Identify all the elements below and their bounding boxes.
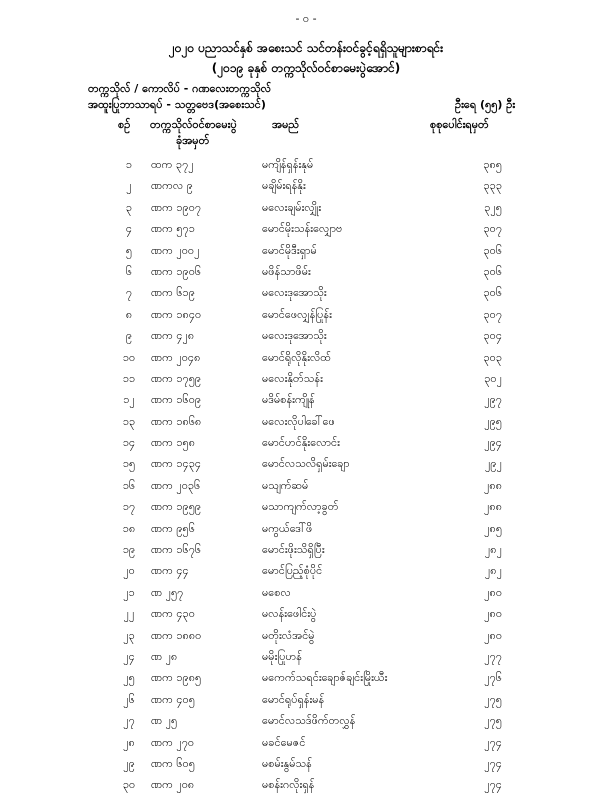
roll-number: ဏ ၂၈ (151, 649, 178, 663)
roll-number: ဏက ၂၀၀၂ (151, 243, 200, 257)
row-number: ၆ (125, 264, 133, 278)
roll-number: ဏက ၁၇၅၉ (151, 371, 202, 385)
student-name: မလေးဒုအောသိုး (262, 286, 327, 300)
subject-label: အထူးပြုဘာသာရပ် - သတ္တဗေဒ(အစေးသင်) (88, 98, 266, 111)
table-row (0, 393, 612, 414)
student-name: မောင်ရိုလိုနိုးလိထ် (262, 350, 331, 364)
student-name: မလေးချမ်းလျှိုး (262, 200, 322, 214)
total-count: ဦးရေ (၅၅) ဦး (455, 98, 516, 111)
university-label: တက္ကသိုလ် / ကောလိပ် - ဂဏလေးတက္ကသိုလ် (88, 82, 272, 95)
roll-number: ဏက ၁၆၇၆ (151, 543, 202, 557)
row-number: ၂၅ (123, 671, 135, 685)
row-number: ၅ (125, 243, 133, 257)
roll-number: ဏက ၁၉၅၉ (151, 500, 202, 514)
student-name: မလန်းဖေါင်းပွဲ (262, 607, 317, 621)
total-marks: ၃၀၃ (483, 350, 502, 364)
header-no: စဉ် (118, 118, 131, 131)
table-row (0, 351, 612, 372)
total-marks: ၂၇၄ (484, 735, 502, 749)
student-name: မောင်ရုပ်ရှန်းမန် (262, 692, 325, 706)
student-name: မကျိန်ရှန်းနုမ် (262, 158, 314, 171)
row-number: ၂၀ (123, 564, 135, 578)
row-number: ၁၂ (123, 393, 135, 407)
total-marks: ၂၉၅ (484, 414, 502, 428)
total-marks: ၂၇၅ (484, 714, 502, 728)
student-name: မသာကျက်လာ့ခွတ် (262, 500, 339, 514)
student-name: မောင်ပြည့်စုံပိုင် (262, 564, 323, 578)
student-name: မောင်လသလိရှမ်းချော (262, 457, 350, 471)
table-row (0, 201, 612, 222)
student-name: မလေးဒုအောသိုး (262, 329, 327, 343)
student-name: မောင်လသဒ်ဖိက်တလွှန် (262, 714, 356, 728)
table-row (0, 736, 612, 757)
total-marks: ၂၈၂ (484, 543, 502, 557)
student-name: မမိုးပြုဟန် (262, 649, 302, 663)
student-name: မစမ်းနွမ်သန် (262, 756, 312, 770)
roll-number: ဏက ၉၅၆ (151, 521, 195, 535)
row-number: ၂၈ (123, 735, 135, 749)
row-number: ၈ (125, 307, 133, 321)
roll-number: ဏက ၁၉၈၅ (151, 671, 202, 685)
row-number: ၁၄ (122, 436, 136, 450)
student-name: မောင်ဟင်နိုးလောင်း (262, 436, 340, 450)
student-name: မကေက်သရင်းချောဇ်ချင်းမြိုးယီး (262, 671, 388, 685)
table-row (0, 757, 612, 778)
student-name: မလေးနိုတ်သန်း (262, 371, 323, 385)
total-marks: ၂၉၂ (485, 457, 502, 471)
row-number: ၂၄ (123, 649, 135, 663)
roll-number: ဏက ၅၇၁ (151, 222, 195, 236)
total-marks: ၂၇၆ (484, 671, 502, 685)
student-name: မဖိန်သာဖိမ်း (262, 264, 311, 278)
student-name: မောင်မိုဒီးရှာမ် (262, 243, 317, 257)
header-name: အမည် (272, 118, 300, 131)
table-row (0, 329, 612, 350)
results-table (0, 158, 612, 800)
roll-number: ဏက ၁၉၀၆ (151, 264, 202, 278)
student-name: မဒိမ်စန်းကျိုန် (262, 393, 315, 407)
student-name: မောင်းဖိုးသိရှိပြီး (262, 543, 325, 557)
row-number: ၂၃ (123, 628, 135, 642)
roll-number: ဏက ၄၃၀ (151, 607, 195, 621)
document-title: ၂၀၂၀ ပညာသင်နှစ် အစေးသင် သင်တန်းဝင်ခွင့်ရရှိသူများစာရင်း (168, 41, 444, 55)
roll-number: ဏ ၂၅ (151, 714, 178, 728)
student-name: မတိုးလံအင်မွဲ (262, 628, 315, 642)
row-number: ၄ (125, 222, 133, 236)
row-number: ၂၉ (123, 756, 135, 770)
student-name: မချိမ်းရန်နိုး (262, 179, 306, 193)
roll-number: ဏက ၁၈၆၈ (151, 414, 202, 428)
roll-number: ဏကလ ၉ (151, 179, 193, 193)
row-number: ၂၂ (123, 607, 135, 621)
student-name: မောင်ဖေလျှန်ပြုန်း (262, 307, 332, 321)
row-number: ၁၆ (122, 478, 136, 492)
total-marks: ၂၈၂ (484, 564, 502, 578)
table-row (0, 564, 612, 585)
roll-number: ဏက ၁၈၄၀ (151, 307, 202, 321)
table-row (0, 415, 612, 436)
table-row (0, 308, 612, 329)
roll-number: ဏက ၁၅၈ (151, 436, 196, 450)
student-name: မသျက်ဆမ် (262, 478, 309, 492)
row-number: ၁၉ (122, 543, 136, 557)
total-marks: ၃၈၅ (483, 158, 502, 171)
roll-number: ဏက ၂၀၃၆ (151, 478, 201, 492)
roll-number: ဏက ၁၈၈၀ (151, 628, 202, 642)
table-row (0, 629, 612, 650)
total-marks: ၂၉၄ (484, 436, 502, 450)
student-name: မကွယ်ဒေါ်ဖိ (262, 521, 313, 535)
table-row (0, 457, 612, 478)
total-marks: ၃၀၇ (483, 307, 502, 321)
row-number: ၂၇ (123, 714, 135, 728)
total-marks: ၃၀၆ (483, 264, 502, 278)
roll-number: ထက ၃၇၂ (151, 158, 194, 171)
document-subtitle: (၂၀၁၉ ခုနှစ် တက္ကသိုလ်ဝင်စာမေးပွဲအောင်) (211, 61, 401, 75)
row-number: ၂၆ (123, 692, 135, 706)
row-number: ၁၃ (122, 414, 136, 428)
row-number: ၉ (125, 329, 133, 343)
total-marks: ၂၇၄ (484, 756, 502, 770)
table-row (0, 543, 612, 564)
roll-number: ဏက ၄၀၅ (151, 692, 195, 706)
total-marks: ၂၈၈ (484, 500, 502, 514)
table-row (0, 436, 612, 457)
table-row (0, 372, 612, 393)
total-marks: ၂၈၀ (484, 628, 502, 642)
row-number: ၂၁ (123, 585, 135, 599)
table-row (0, 222, 612, 243)
total-marks: ၃၀၄ (483, 329, 502, 343)
table-row (0, 671, 612, 692)
header-marks: စုစုပေါင်းရမှတ် (430, 118, 489, 131)
total-marks: ၃၃၃ (483, 179, 502, 193)
roll-number: ဏက ၂၇၀ (151, 735, 195, 749)
roll-number: ဏက ၄၄ (151, 564, 189, 578)
table-row (0, 778, 612, 799)
roll-number: ဏက ၂၀၈ (151, 778, 195, 792)
header-roll-sub: ခုံအမှတ် (176, 134, 210, 147)
row-number: ၂ (126, 179, 132, 193)
roll-number: ဏက ၆၀၅ (151, 756, 195, 770)
header-roll: တက္ကသိုလ်ဝင်စာမေးပွဲ (150, 118, 237, 131)
row-number: ၁ (125, 158, 133, 171)
table-row (0, 607, 612, 628)
row-number: ၃ (125, 200, 133, 214)
table-row (0, 244, 612, 265)
student-name: မစန်းဂလိုးရှန် (262, 778, 315, 792)
roll-number: ဏက ၆၁၉ (151, 286, 195, 300)
total-marks: ၂၈၈ (484, 478, 502, 492)
roll-number: ဏက ၂၀၄၈ (151, 350, 201, 364)
student-name: မစေလ (262, 585, 291, 599)
row-number: ၁၅ (122, 457, 136, 471)
table-row (0, 586, 612, 607)
row-number: ၃၀ (122, 778, 136, 792)
row-number: ၁၈ (122, 521, 136, 535)
total-marks: ၂၈၅ (484, 521, 502, 535)
table-row (0, 522, 612, 543)
total-marks: ၃၂၅ (484, 200, 502, 214)
total-marks: ၂၇၄ (484, 778, 502, 792)
roll-number: ဏက ၁၆၀၉ (151, 393, 202, 407)
row-number: ၇ (125, 286, 133, 300)
total-marks: ၂၈၀ (484, 607, 502, 621)
student-name: မခင်မေဇင် (262, 735, 306, 749)
table-row (0, 714, 612, 735)
roll-number: ဏက ၄၂၈ (151, 329, 195, 343)
table-row (0, 500, 612, 521)
total-marks: ၂၇၇ (484, 649, 502, 663)
student-name: မောင်မိုးသန်းလျှောဗ (262, 222, 343, 236)
table-row (0, 158, 612, 179)
roll-number: ဏက ၁၉၀၇ (151, 200, 202, 214)
row-number: ၁၇ (122, 500, 136, 514)
table-row (0, 650, 612, 671)
row-number: ၁၁ (122, 371, 136, 385)
table-row (0, 286, 612, 307)
total-marks: ၂၈၀ (484, 585, 502, 599)
table-row (0, 693, 612, 714)
total-marks: ၃၀၇ (483, 222, 502, 236)
page-number: - ၀ - (295, 12, 317, 25)
table-row (0, 479, 612, 500)
total-marks: ၃၀၆ (483, 286, 502, 300)
total-marks: ၂၇၅ (484, 692, 502, 706)
total-marks: ၂၉၇ (484, 393, 502, 407)
student-name: မလေးလိုပါခေါ်ဖေ (262, 414, 335, 428)
roll-number: ဏ ၂၅၇ (151, 585, 184, 599)
row-number: ၁၀ (122, 350, 136, 364)
table-row (0, 265, 612, 286)
total-marks: ၃၀၂ (484, 371, 502, 385)
table-row (0, 179, 612, 200)
total-marks: ၃၀၆ (483, 243, 502, 257)
roll-number: ဏက ၁၄၃၄ (151, 457, 202, 471)
